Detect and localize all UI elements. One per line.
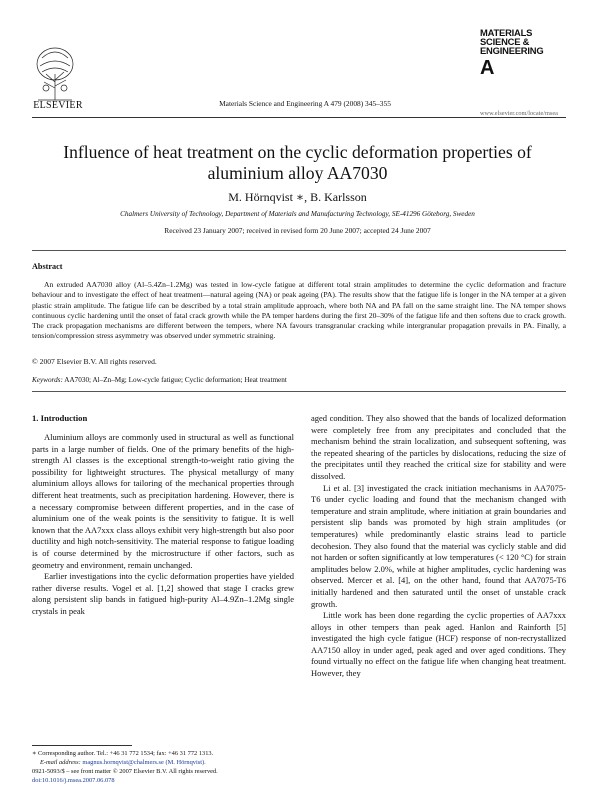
email-label: E-mail address: (40, 758, 81, 766)
right-column (311, 413, 566, 680)
paragraph: Earlier investigations into the cyclic deformation properties have yielded rather diverse results. Vogel et al. [1,2] showed that stage I cracks grew along persistent slip bands in fatigued high-purity Al–4.9Zn–1.2Mg single crystals in peak (32, 571, 294, 616)
journal-reference: Materials Science and Engineering A 479 (2008) 345–355 (219, 99, 391, 108)
abstract-top-divider (32, 250, 566, 251)
footnote (32, 750, 294, 767)
corresponding-author-note: ∗ Corresponding author. Tel.: +46 31 772 1534; fax: +46 31 772 1313. (32, 750, 214, 757)
doi-link[interactable]: doi:10.1016/j.msea.2007.06.078 (32, 776, 115, 784)
journal-logo-letter: A (480, 56, 495, 79)
abstract-copyright: © 2007 Elsevier B.V. All rights reserved. (32, 357, 157, 366)
article-authors: M. Hörnqvist ∗, B. Karlsson (228, 190, 367, 204)
paragraph: Little work has been done regarding the cyclic properties of AA7xxx alloys in other tempers than peak aged. Hanlon and Rainforth [5] investigated the high cycle fatigue (HCF) response of non-recrystallized AA7150 alloy in under aged, peak aged and over aged conditions. They found virtually no effect on the fatigue life when changing heat treatment. However, they (311, 610, 566, 679)
article-dates: Received 23 January 2007; received in revised form 20 June 2007; accepted 24 June 2007 (164, 226, 431, 235)
keywords-label: Keywords: (32, 376, 63, 384)
abstract-text: An extruded AA7030 alloy (Al–5.4Zn–1.2Mg) was tested in low-cycle fatigue at different total strain amplitudes to determine the cyclic deformation and fracture behaviour and to investigate the effect of heat treatment—natural ageing (NA) or peak ageing (PA). The results show that the fatigue life is longer in the NA temper at a given plastic strain amplitude. The fatigue life can be described by a total strain amplitude approach, where both NA and PA fall on the same straight line. The NA temper shows continuous cyclic hardening until the onset of fatal crack growth while the PA temper hardens during the first 20–30% of the fatigue life and then softens due to crack growth. The crack propagation mechanisms are different between the tempers, where NA favours transgranular cracking while intergranular propagation prevails in PA. Finally, a tension/compression stress asymmetry was observed under symmetric straining. (32, 280, 566, 341)
journal-logo-line: ENGINEERING (480, 45, 544, 57)
email-line (32, 759, 294, 768)
journal-url[interactable]: www.elsevier.com/locate/msea (480, 110, 558, 117)
left-column (32, 432, 294, 618)
article-title: Influence of heat treatment on the cyclic deformation properties of aluminium alloy AA7030 (63, 142, 532, 183)
footnote-divider (32, 745, 132, 746)
paragraph: Li et al. [3] investigated the crack initiation mechanisms in AA7075-T6 under cyclic loading and found that the mechanism changed with temperature and strain amplitude, where initiation at grain boundaries and persistent slip bands was promoted by high strain amplitudes (or temperatures) while predominantly elastic strains lead to particle decohesion. They also found that the material was cyclicly stable and did not harden or soften significantly at low temperatures (< 120 °C) for strain amplitudes below 2.0%, while at higher amplitudes, cyclic hardening was observed. Mercer et al. [4], on the other hand, found that AA7075-T6 initially hardened and then saturated until the onset of unstable crack growth. (311, 482, 566, 609)
abstract-heading: Abstract (32, 262, 63, 271)
issn-block (32, 768, 294, 785)
publisher-name: ELSEVIER (33, 100, 83, 111)
abstract-bottom-divider (32, 391, 566, 392)
paragraph: aged condition. They also showed that the bands of localized deformation were completely free from any precipitates and concluded that the mechanism behind the strain localization, and subsequent softening, was the repeated shearing of the particles by dislocations, reducing the size of the precipitates until they reached the critical size for stability and were dissolved. (311, 413, 566, 481)
section-heading-introduction: 1. Introduction (32, 413, 88, 423)
paragraph: Aluminium alloys are commonly used in structural as well as functional parts in a large number of fields. One of the primary benefits of the high-strength Al classes is the exceptional strength-to-weight ratio giving the possibility for lightweight structures. The physical metallurgy of many aluminium alloys allows for tailoring of the mechanical properties through different heat treatments, such as precipitation hardening. However, there is a necessary compromise between different properties, and in the case of aluminium one of the weak points is the sensitivity to fatigue. It is well known that the AA7xxx class alloys exhibit very high-strength but also poor ductility and high notch-sensitivity. The material response to fatigue loading is of course determined by the microstructure if other factors, such as geometry and environment, remain unchanged. (32, 432, 294, 570)
keywords-list: AA7030; Al–Zn–Mg; Low-cycle fatigue; Cyclic deformation; Heat treatment (62, 376, 287, 384)
email-link[interactable]: magnus.hornqvist@chalmers.se (M. Hörnqvist). (80, 758, 206, 766)
keywords (32, 376, 287, 384)
issn-line: 0921-5093/$ – see front matter © 2007 Elsevier B.V. All rights reserved. (32, 768, 218, 775)
author-affiliation: Chalmers University of Technology, Department of Materials and Manufacturing Technology, SE-41296 Göteborg, Sweden (120, 210, 475, 218)
journal-logo-line: SCIENCE & (480, 36, 530, 48)
header-divider (32, 117, 566, 118)
abstract-body (32, 280, 566, 342)
journal-logo (480, 28, 566, 78)
elsevier-tree-logo (32, 44, 78, 102)
journal-logo-line: MATERIALS (480, 27, 533, 38)
